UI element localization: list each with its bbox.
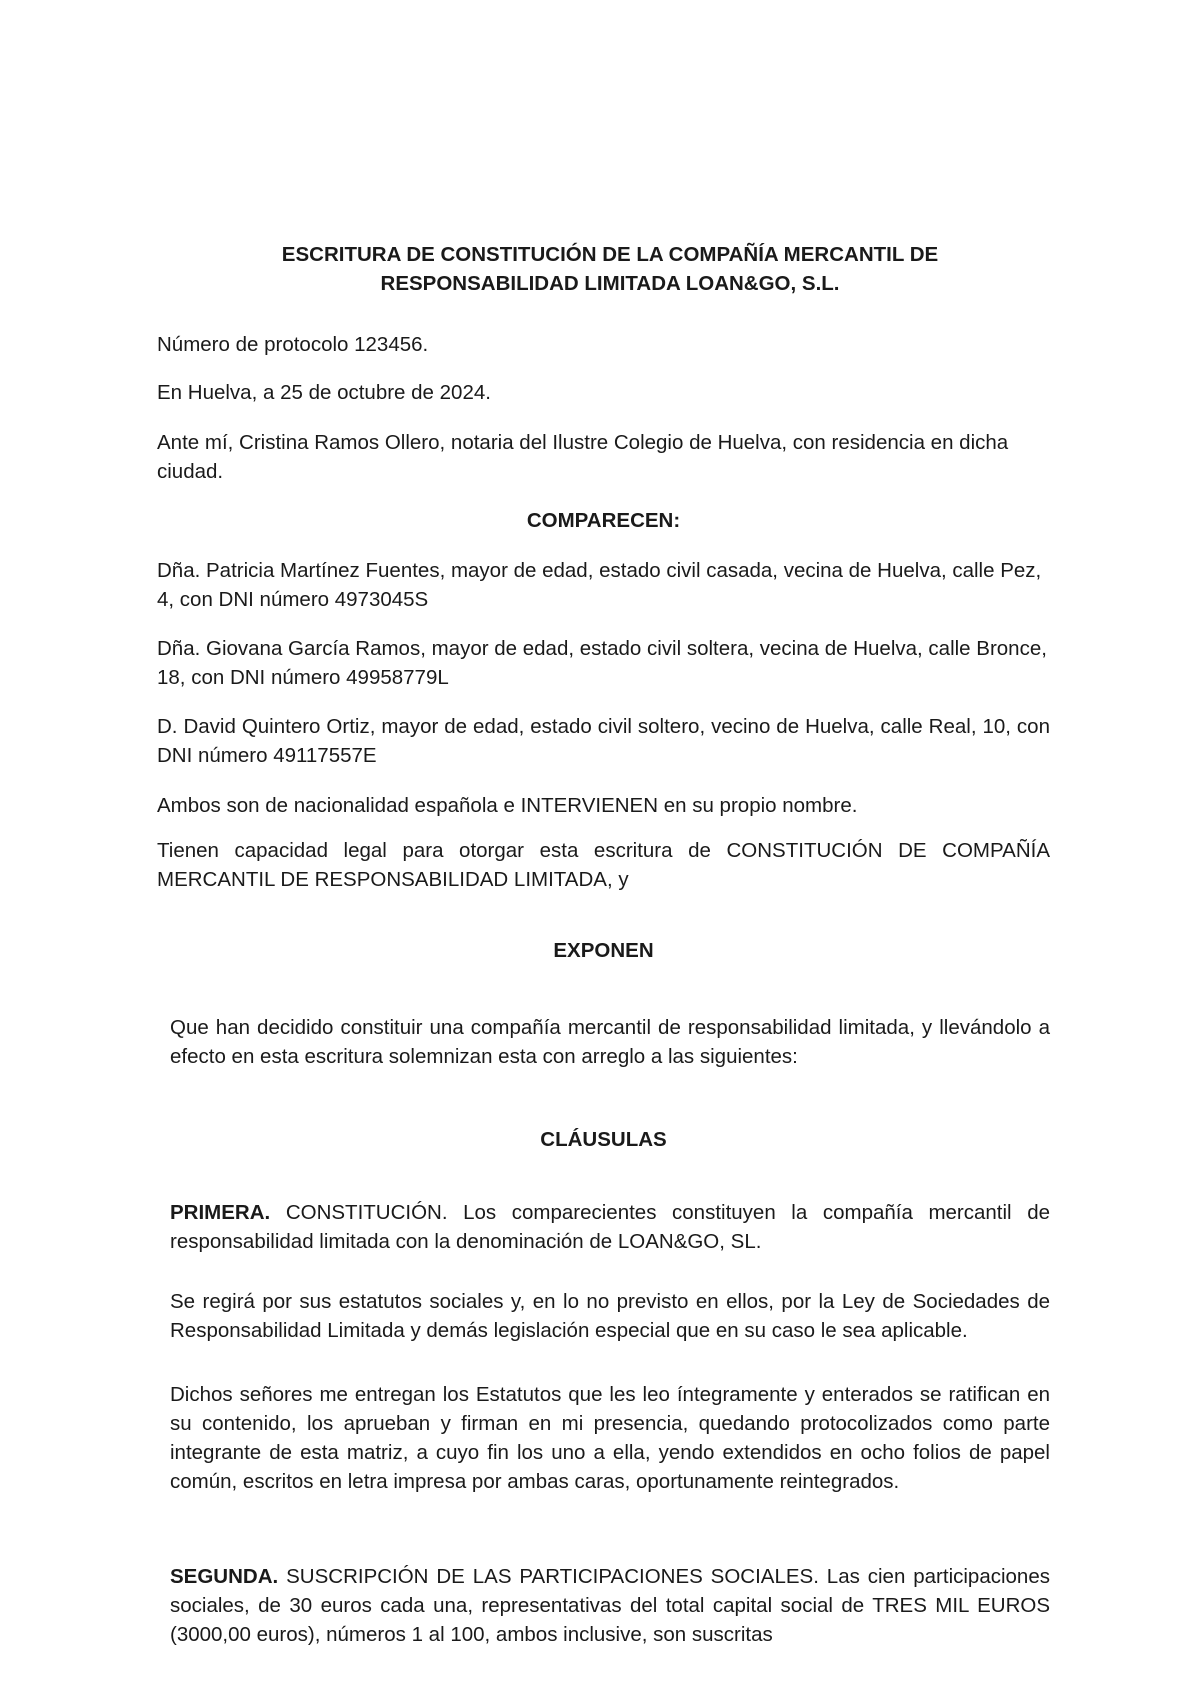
clause-segunda-text: SUSCRIPCIÓN DE LAS PARTICIPACIONES SOCIALES. Las cien participaciones sociales, de 30 euros cada una, representativas del total capital social de TRES MIL EUROS (3000,00 euros), números 1 al 100, ambos inclusive, son suscritas [170, 1565, 1050, 1646]
clause-segunda-label: SEGUNDA. [170, 1565, 279, 1588]
statutes-text: Dichos señores me entregan los Estatutos que les leo íntegramente y enterados se ratifican en su contenido, los aprueban y firman en mi presencia, quedando protocolizados como parte integrante de esta matriz, a cuyo fin los uno a ella, yendo extendidos en ocho folios de papel común, escritos en letra impresa por ambas caras, oportunamente reintegrados. [170, 1383, 1050, 1493]
nationality-statement: Ambos son de nacionalidad española e INTERVIENEN en su propio nombre. [157, 794, 858, 817]
clausulas-heading: CLÁUSULAS [540, 1128, 667, 1151]
document-title [150, 240, 1070, 298]
appearing-party-1: Dña. Patricia Martínez Fuentes, mayor de edad, estado civil casada, vecina de Huelva, calle Pez, 4, con DNI número 4973045S [157, 559, 1042, 611]
clause-primera-label: PRIMERA. [170, 1201, 271, 1224]
title-line-1: ESCRITURA DE CONSTITUCIÓN DE LA COMPAÑÍA MERCANTIL DE [281, 243, 939, 266]
governing-law-text: Se regirá por sus estatutos sociales y, en lo no previsto en ellos, por la Ley de Sociedades de Responsabilidad Limitada y demás legislación especial que en su caso le sea aplicable. [170, 1290, 1050, 1342]
exponen-heading: EXPONEN [553, 939, 654, 962]
place-date: En Huelva, a 25 de octubre de 2024. [157, 381, 491, 404]
exponen-text: Que han decidido constituir una compañía mercantil de responsabilidad limitada, y llevándolo a efecto en esta escritura solemnizan esta con arreglo a las siguientes: [170, 1016, 1050, 1068]
appearing-party-2: Dña. Giovana García Ramos, mayor de edad, estado civil soltera, vecina de Huelva, calle Bronce, 18, con DNI número 49958779L [157, 637, 1047, 689]
clause-segunda [170, 1562, 1050, 1649]
comparecen-heading: COMPARECEN: [526, 509, 681, 532]
legal-capacity-statement: Tienen capacidad legal para otorgar esta escritura de CONSTITUCIÓN DE COMPAÑÍA MERCANTIL DE RESPONSABILIDAD LIMITADA, y [157, 839, 1050, 891]
notary-statement: Ante mí, Cristina Ramos Ollero, notaria del Ilustre Colegio de Huelva, con residencia en dicha ciudad. [157, 431, 1009, 483]
clause-primera [170, 1198, 1050, 1256]
appearing-party-3: D. David Quintero Ortiz, mayor de edad, estado civil soltero, vecino de Huelva, calle Real, 10, con DNI número 49117557E [157, 715, 1050, 767]
title-line-2: RESPONSABILIDAD LIMITADA LOAN&GO, S.L. [380, 272, 840, 295]
clause-primera-text: CONSTITUCIÓN. Los comparecientes constituyen la compañía mercantil de responsabilidad limitada con la denominación de LOAN&GO, SL. [170, 1201, 1050, 1253]
protocol-number: Número de protocolo 123456. [157, 333, 429, 356]
